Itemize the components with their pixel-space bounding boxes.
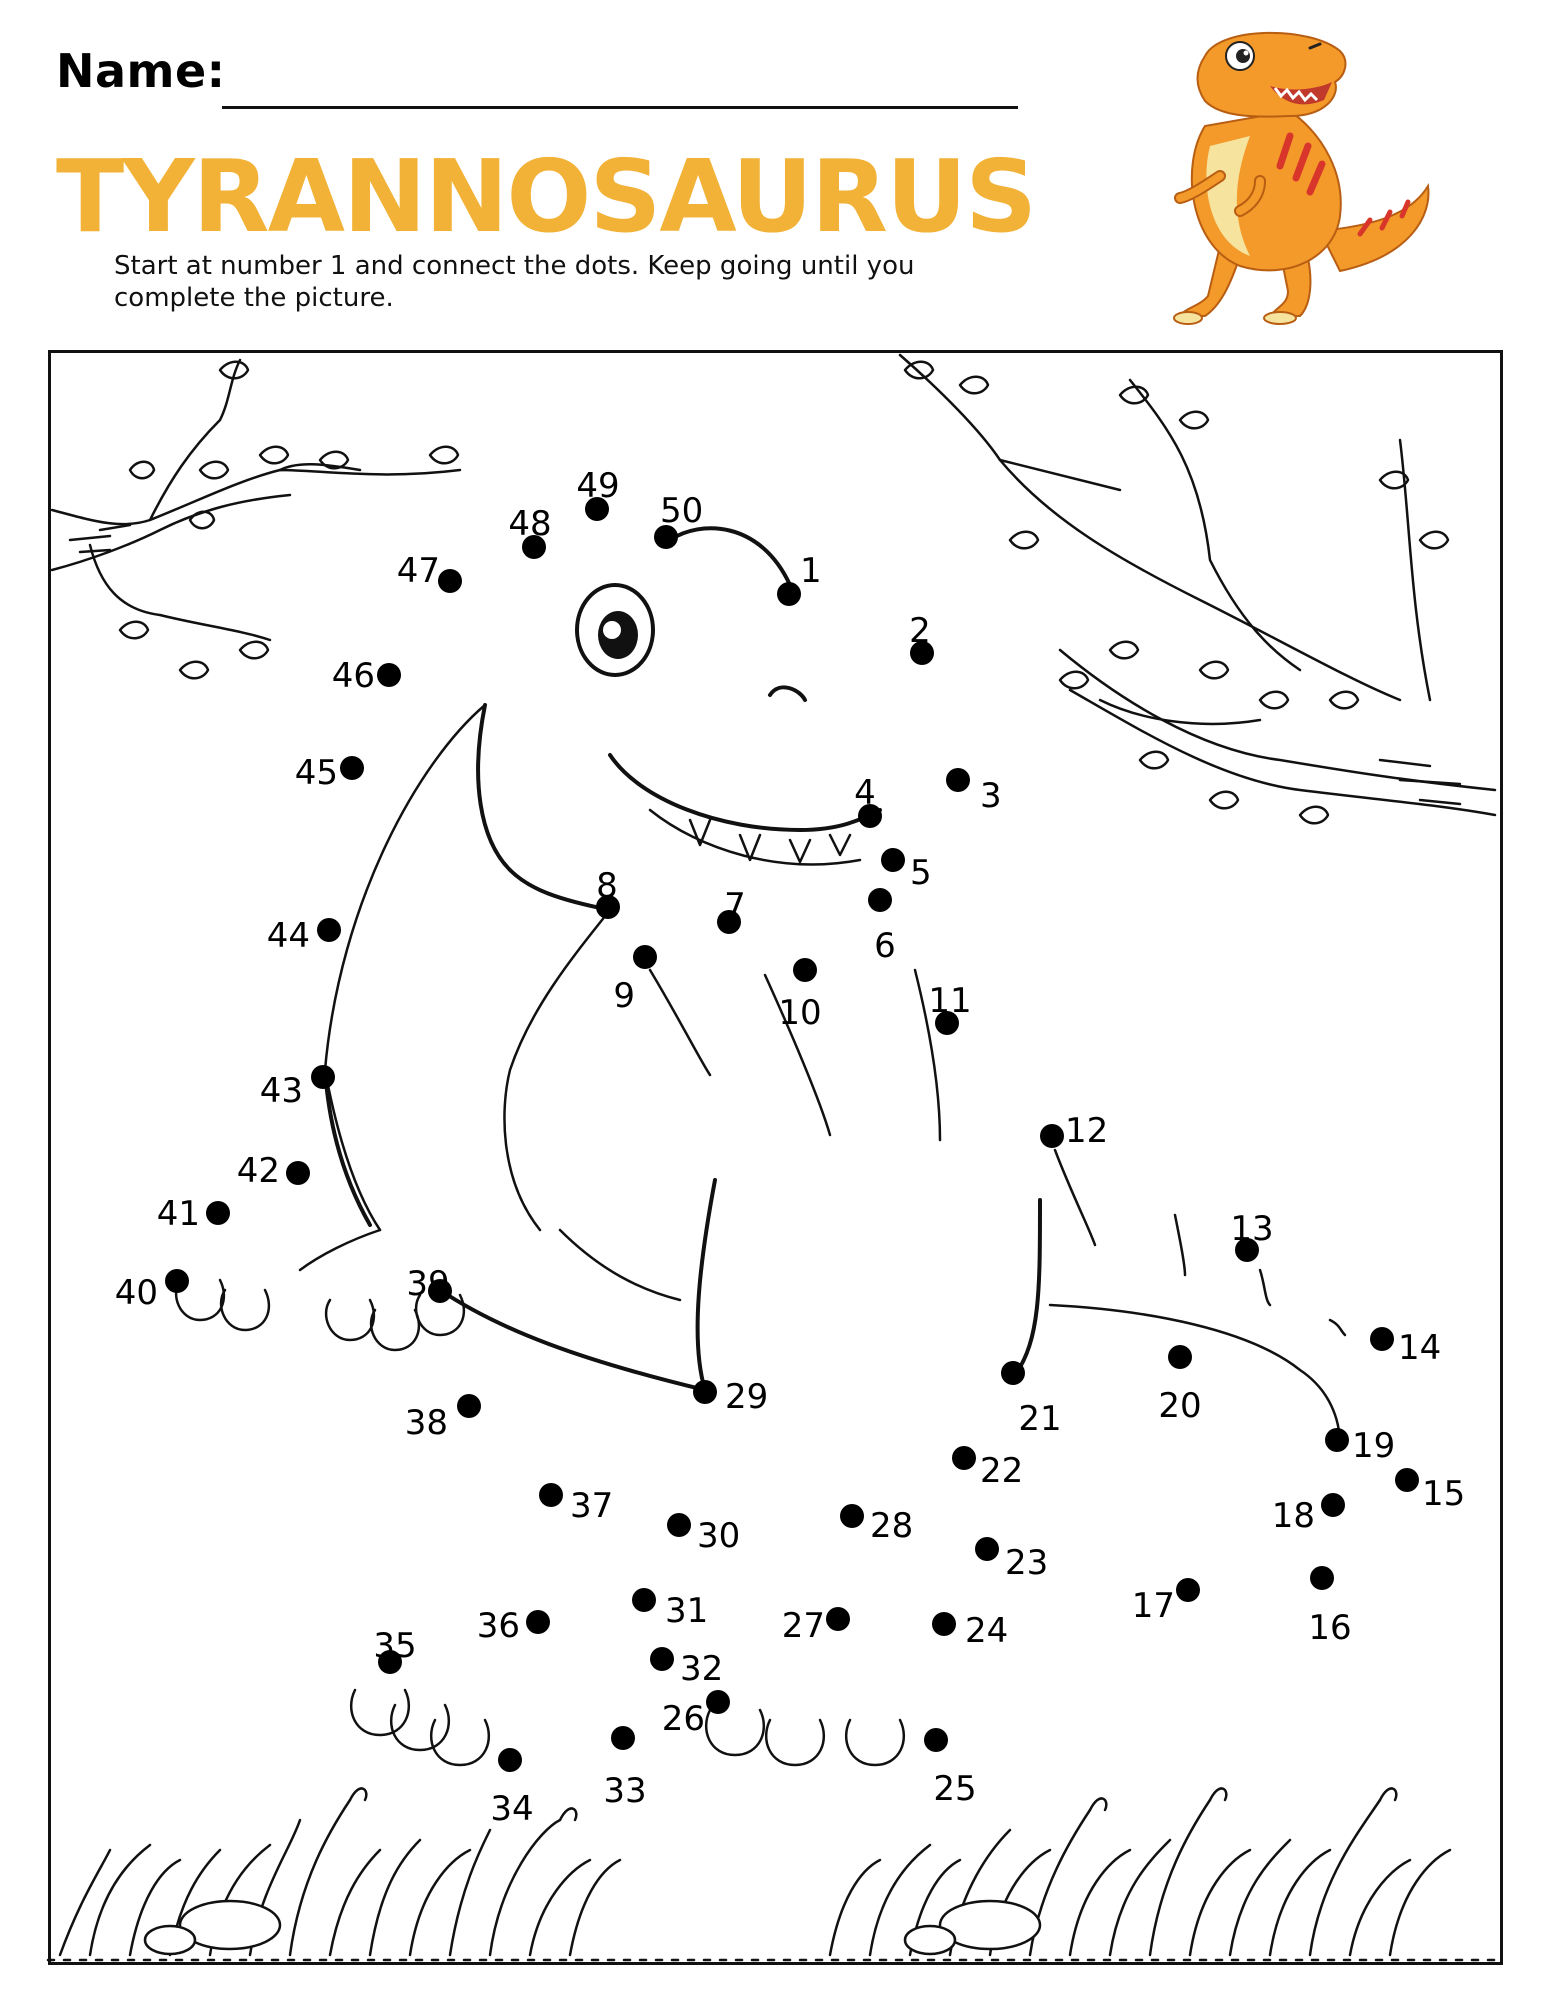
dot-20[interactable] (1158, 1345, 1201, 1426)
dot-number-label: 28 (870, 1506, 914, 1546)
dot-marker[interactable] (924, 1728, 948, 1752)
dot-12[interactable] (1040, 1111, 1108, 1151)
dot-marker[interactable] (667, 1513, 691, 1537)
branch-icon (52, 360, 460, 678)
dot-number-label: 37 (570, 1486, 614, 1526)
dot-marker[interactable] (286, 1161, 310, 1185)
dot-marker[interactable] (1040, 1124, 1064, 1148)
dot-15[interactable] (1395, 1468, 1465, 1514)
dot-marker[interactable] (868, 888, 892, 912)
dot-28[interactable] (840, 1504, 913, 1546)
dot-13[interactable] (1230, 1209, 1273, 1262)
dot-number-label: 24 (965, 1611, 1009, 1651)
dot-9[interactable] (613, 945, 657, 1016)
dot-47[interactable] (397, 551, 462, 593)
dot-number-label: 42 (236, 1151, 280, 1191)
page-title: TYRANNOSAURUS (56, 138, 1036, 255)
dot-number-label: 3 (980, 776, 1002, 816)
dot-marker[interactable] (881, 848, 905, 872)
dot-10[interactable] (778, 958, 821, 1033)
dot-number-label: 15 (1422, 1474, 1466, 1514)
dot-24[interactable] (932, 1611, 1008, 1651)
dot-marker[interactable] (946, 768, 970, 792)
dot-number-label: 35 (373, 1626, 417, 1666)
dot-number-label: 46 (331, 656, 375, 696)
dot-number-label: 2 (909, 611, 931, 651)
dot-number-label: 6 (874, 926, 896, 966)
dot-39[interactable] (406, 1264, 452, 1304)
dot-number-label: 47 (396, 551, 440, 591)
dot-number-label: 19 (1352, 1426, 1396, 1466)
dot-number-label: 43 (259, 1071, 303, 1111)
dot-marker[interactable] (317, 918, 341, 942)
dot-marker[interactable] (952, 1446, 976, 1470)
dot-marker[interactable] (1395, 1468, 1419, 1492)
dot-3[interactable] (946, 768, 1002, 816)
dot-number-label: 27 (781, 1606, 825, 1646)
dot-number-label: 12 (1065, 1111, 1109, 1151)
dot-16[interactable] (1308, 1566, 1351, 1648)
dot-44[interactable] (267, 916, 341, 956)
dot-number-label: 17 (1131, 1586, 1175, 1626)
dot-18[interactable] (1272, 1493, 1345, 1536)
dot-marker[interactable] (1370, 1327, 1394, 1351)
dot-marker[interactable] (611, 1726, 635, 1750)
dot-marker[interactable] (632, 1588, 656, 1612)
dot-38[interactable] (405, 1394, 481, 1443)
dot-number-label: 31 (665, 1591, 709, 1631)
dot-marker[interactable] (1321, 1493, 1345, 1517)
dot-marker[interactable] (438, 569, 462, 593)
dot-number-label: 13 (1230, 1209, 1274, 1249)
dot-number-label: 33 (603, 1771, 647, 1811)
dot-17[interactable] (1132, 1578, 1200, 1626)
dot-number-label: 45 (294, 753, 338, 793)
dot-14[interactable] (1370, 1327, 1441, 1368)
dot-marker[interactable] (706, 1690, 730, 1714)
dot-32[interactable] (650, 1647, 723, 1689)
dot-number-label: 30 (697, 1516, 741, 1556)
dot-number-label: 48 (508, 504, 552, 544)
dot-marker[interactable] (826, 1607, 850, 1631)
dot-number-label: 14 (1398, 1328, 1442, 1368)
dot-number-label: 26 (661, 1699, 705, 1739)
dot-number-label: 21 (1018, 1399, 1062, 1439)
dot-number-label: 8 (596, 866, 618, 906)
dot-34[interactable] (490, 1748, 533, 1829)
dot-49[interactable] (576, 466, 619, 521)
dot-number-label: 11 (928, 981, 972, 1021)
dot-8[interactable] (596, 866, 620, 919)
instructions-text: Start at number 1 and connect the dots. Keep going until you complete the picture. (114, 251, 915, 313)
dot-marker[interactable] (165, 1269, 189, 1293)
dot-number-label: 18 (1271, 1496, 1315, 1536)
dot-number-label: 9 (613, 976, 635, 1016)
dot-marker[interactable] (539, 1483, 563, 1507)
dot-marker[interactable] (498, 1748, 522, 1772)
dot-25[interactable] (924, 1728, 977, 1809)
dot-marker[interactable] (1325, 1428, 1349, 1452)
dot-2[interactable] (909, 611, 934, 665)
dot-42[interactable] (237, 1151, 310, 1191)
dot-marker[interactable] (311, 1065, 335, 1089)
dot-number-label: 32 (680, 1649, 724, 1689)
dot-number-label: 34 (490, 1789, 534, 1829)
dot-marker[interactable] (340, 756, 364, 780)
dot-number-label: 29 (725, 1377, 769, 1417)
dot-number-label: 38 (404, 1403, 448, 1443)
dot-marker[interactable] (793, 958, 817, 982)
dot-1[interactable] (777, 551, 822, 606)
dot-marker[interactable] (975, 1537, 999, 1561)
dot-46[interactable] (332, 656, 401, 696)
dot-marker[interactable] (1168, 1345, 1192, 1369)
dot-19[interactable] (1325, 1426, 1395, 1466)
dot-marker[interactable] (1310, 1566, 1334, 1590)
dot-marker[interactable] (932, 1612, 956, 1636)
dot-11[interactable] (928, 981, 971, 1035)
dot-45[interactable] (295, 753, 364, 793)
dinosaur-outline (176, 528, 1345, 1765)
dot-41[interactable] (157, 1194, 230, 1234)
dot-7[interactable] (717, 886, 746, 934)
dot-number-label: 10 (778, 993, 822, 1033)
dot-23[interactable] (975, 1537, 1048, 1583)
grass-icon (48, 1788, 1500, 1960)
dot-number-label: 20 (1158, 1386, 1202, 1426)
dot-marker[interactable] (457, 1394, 481, 1418)
dot-marker[interactable] (693, 1380, 717, 1404)
dot-30[interactable] (667, 1513, 740, 1556)
dot-marker[interactable] (840, 1504, 864, 1528)
dot-number-label: 49 (576, 466, 620, 506)
dot-number-label: 23 (1005, 1543, 1049, 1583)
dot-31[interactable] (632, 1588, 708, 1631)
dot-marker[interactable] (633, 945, 657, 969)
dot-35[interactable] (373, 1626, 416, 1674)
dot-number-label: 39 (406, 1264, 450, 1304)
dot-marker[interactable] (206, 1201, 230, 1225)
dot-33[interactable] (603, 1726, 646, 1811)
dot-21[interactable] (1001, 1361, 1062, 1439)
dot-43[interactable] (260, 1065, 335, 1111)
dot-marker[interactable] (1001, 1361, 1025, 1385)
dot-number-label: 16 (1308, 1608, 1352, 1648)
dot-number-label: 36 (476, 1606, 520, 1646)
dot-marker[interactable] (777, 582, 801, 606)
dot-37[interactable] (539, 1483, 613, 1526)
dot-marker[interactable] (526, 1610, 550, 1634)
dot-36[interactable] (477, 1606, 550, 1646)
dot-marker[interactable] (650, 1647, 674, 1671)
dot-26[interactable] (662, 1690, 730, 1739)
dot-number-label: 44 (266, 916, 310, 956)
dot-29[interactable] (693, 1377, 768, 1417)
dot-27[interactable] (782, 1606, 850, 1646)
dot-5[interactable] (881, 848, 932, 893)
dot-number-label: 50 (660, 491, 704, 531)
dot-48[interactable] (508, 504, 551, 559)
dot-50[interactable] (654, 491, 703, 549)
dot-number-label: 5 (910, 853, 932, 893)
dot-marker[interactable] (1176, 1578, 1200, 1602)
dot-number-label: 4 (854, 773, 876, 813)
dot-number-label: 40 (114, 1273, 158, 1313)
dot-marker[interactable] (377, 663, 401, 687)
dots-layer (115, 466, 1466, 1829)
branch-icon (900, 355, 1495, 823)
dot-number-label: 41 (156, 1194, 200, 1234)
dot-number-label: 22 (980, 1451, 1024, 1491)
dot-number-label: 7 (724, 886, 746, 926)
dot-number-label: 25 (933, 1769, 977, 1809)
dot-22[interactable] (952, 1446, 1023, 1491)
dot-number-label: 1 (800, 551, 822, 591)
name-label: Name: (56, 44, 226, 98)
dot-6[interactable] (868, 888, 896, 966)
